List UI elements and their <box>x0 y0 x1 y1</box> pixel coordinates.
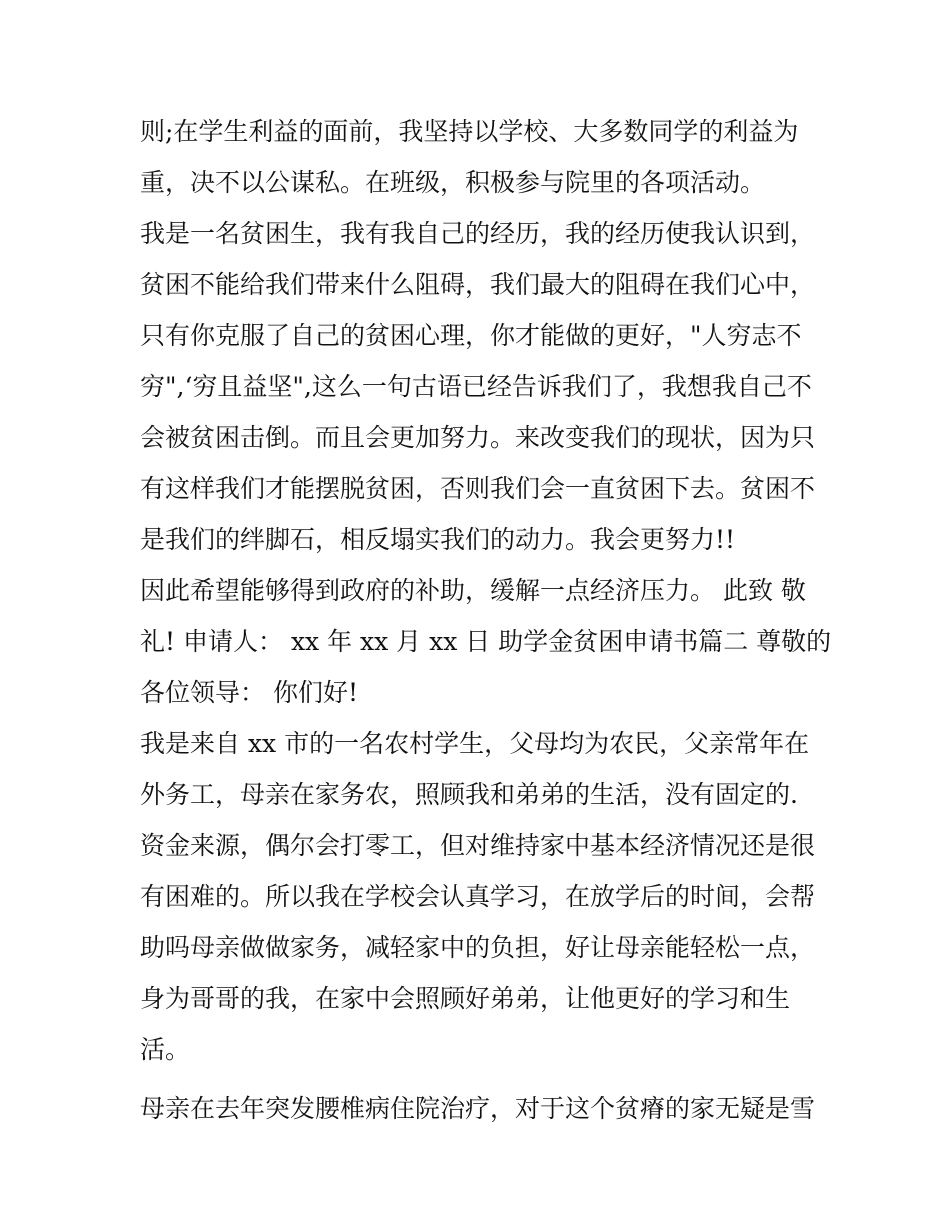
paragraph-gap <box>140 1075 820 1083</box>
text-line: 有困难的。所以我在学校会认真学习，在放学后的时间，会帮 <box>140 882 816 911</box>
text-line: 礼! 申请人： xx 年 xx 月 xx 日 助学金贫困申请书篇二 尊敬的 <box>140 627 832 656</box>
text-line: 是我们的绊脚石，相反塌实我们的动力。我会更努力!! <box>140 525 736 554</box>
text-line: 穷",‘穷且益坚",这么一句古语已经告诉我们了，我想我自己不 <box>140 372 812 401</box>
text-line: 助吗母亲做做家务，减轻家中的负担，好让母亲能轻松一点， <box>140 933 816 962</box>
text-line: 各位领导： 你们好! <box>140 678 358 707</box>
text-line: 母亲在去年突发腰椎病住院治疗，对于这个贫瘠的家无疑是雪 <box>140 1094 816 1123</box>
text-line: 活。 <box>140 1035 191 1064</box>
text-line: 则;在学生利益的面前，我坚持以学校、大多数同学的利益为 <box>140 117 799 146</box>
text-line: 我是一名贫困生，我有我自己的经历，我的经历使我认识到， <box>140 219 816 248</box>
text-line: 身为哥哥的我，在家中会照顾好弟弟，让他更好的学习和生 <box>140 984 791 1013</box>
text-line: 会被贫困击倒。而且会更加努力。来改变我们的现状，因为只 <box>140 423 816 452</box>
text-line: 贫困不能给我们带来什么阻碍，我们最大的阻碍在我们心中， <box>140 270 816 299</box>
text-line: 资金来源，偶尔会打零工，但对维持家中基本经济情况还是很 <box>140 831 816 860</box>
document-body <box>140 106 832 1134</box>
text-line: 因此希望能够得到政府的补助，缓解一点经济压力。 此致 敬 <box>140 576 806 605</box>
text-line: 有这样我们才能摆脱贫困，否则我们会一直贫困下去。贫困不 <box>140 474 816 503</box>
text-line: 我是来自 xx 市的一名农村学生，父母均为农民，父亲常年在 <box>140 729 810 758</box>
text-line: 外务工，母亲在家务农，照顾我和弟弟的生活，没有固定的. <box>140 780 798 809</box>
text-line: 重，决不以公谋私。在班级，积极参与院里的各项活动。 <box>140 168 766 197</box>
text-line: 只有你克服了自己的贫困心理，你才能做的更好，"人穷志不 <box>140 321 802 350</box>
